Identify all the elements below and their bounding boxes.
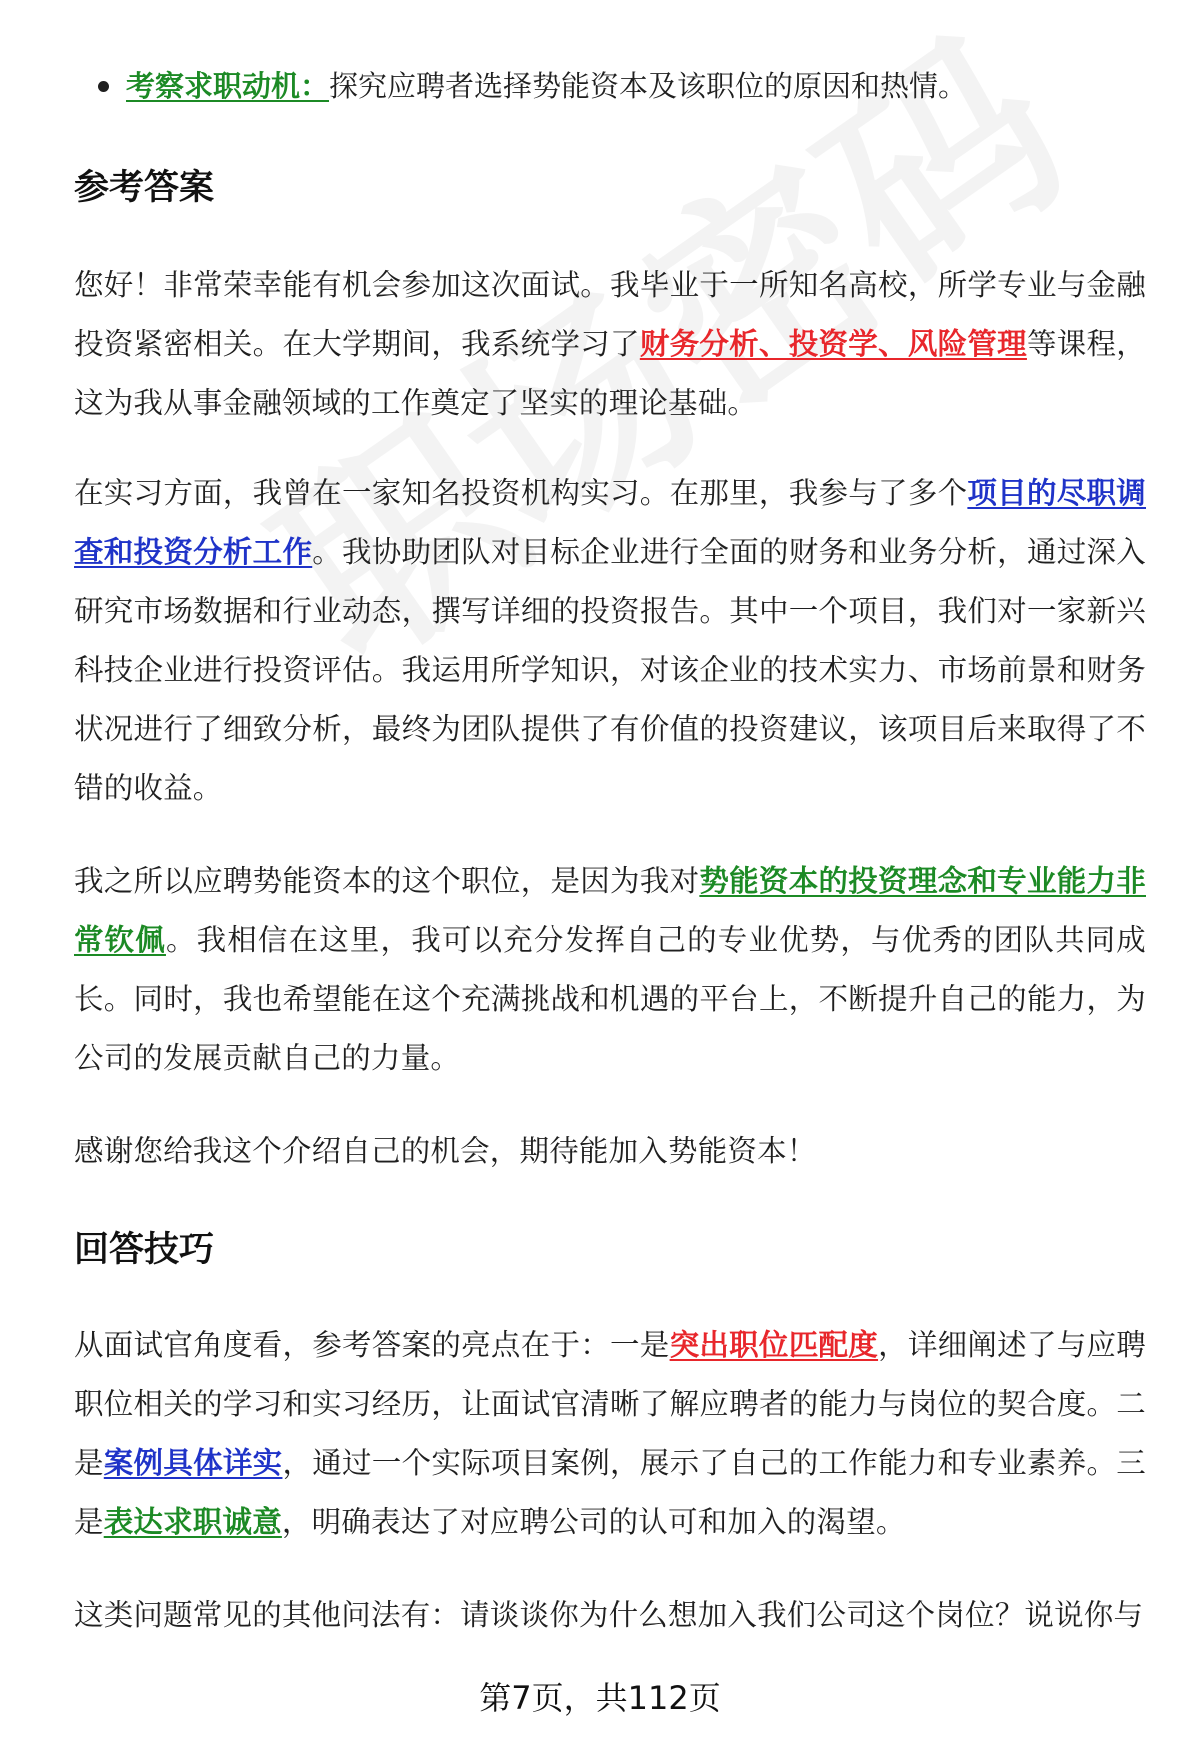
paragraph-tips [74, 1316, 1146, 1552]
highlight-courses: 财务分析、投资学、风险管理 [639, 327, 1027, 361]
section-title-answer-tips: 回答技巧 [74, 1230, 215, 1270]
highlight-admiration: 势能资本的投资理念和专业能力非常钦佩 [74, 864, 1146, 957]
bullet-label: 考察求职动机： [126, 69, 330, 103]
page-number: 第7页，共112页 [479, 1679, 721, 1717]
paragraph-text: 等课程，这为我从事金融领域的工作奠定了坚实的理论基础。 [74, 327, 1146, 420]
paragraph-text: 。我协助团队对目标企业进行全面的财务和业务分析，通过深入研究市场数据和行业动态，撰写详细的投资报告。其中一个项目，我们对一家新兴科技企业进行投资评估。我运用所学知识，对该企业的技术实力、市场前景和财务状况进行了细致分析，最终为团队提供了有价值的投资建议，该项目后来取得了不错的收益。 [74, 535, 1146, 805]
highlight-due-diligence: 项目的尽职调查和投资分析工作 [74, 476, 1146, 569]
paragraph-greeting [74, 256, 1146, 433]
highlight-job-fit: 突出职位匹配度 [669, 1328, 879, 1362]
paragraph-text: ，详细阐述了与应聘职位相关的学习和实习经历，让面试官清晰了解应聘者的能力与岗位的契合度。二是 [74, 1328, 1146, 1480]
highlight-case-detail: 案例具体详实 [103, 1446, 283, 1480]
paragraph-text: 从面试官角度看，参考答案的亮点在于：一是 [74, 1328, 670, 1362]
bullet-description: 探究应聘者选择势能资本及该职位的原因和热情。 [329, 69, 968, 103]
paragraph-thanks: 感谢您给我这个介绍自己的机会，期待能加入势能资本！ [74, 1134, 817, 1168]
paragraph-text: ，通过一个实际项目案例，展示了自己的工作能力和专业素养。三是 [74, 1446, 1146, 1539]
bullet-text [126, 66, 967, 106]
highlight-sincerity: 表达求职诚意 [103, 1505, 282, 1539]
paragraph-text: 您好！非常荣幸能有机会参加这次面试。我毕业于一所知名高校，所学专业与金融投资紧密相关。在大学期间，我系统学习了 [74, 268, 1146, 361]
paragraph-motivation [74, 852, 1146, 1088]
bullet-dot-icon [98, 81, 109, 92]
section-title-reference-answer: 参考答案 [74, 168, 215, 208]
paragraph-text: ，明确表达了对应聘公司的认可和加入的渴望。 [281, 1505, 906, 1539]
paragraph-text: 在实习方面，我曾在一家知名投资机构实习。在那里，我参与了多个 [74, 476, 968, 510]
paragraph-internship [74, 464, 1146, 818]
paragraph-text: 。我相信在这里，我可以充分发挥自己的专业优势，与优秀的团队共同成长。同时，我也希望能在这个充满挑战和机遇的平台上，不断提升自己的能力，为公司的发展贡献自己的力量。 [74, 923, 1146, 1075]
paragraph-other-questions: 这类问题常见的其他问法有：请谈谈你为什么想加入我们公司这个岗位？说说你与 [74, 1598, 1144, 1632]
paragraph-text: 我之所以应聘势能资本的这个职位，是因为我对 [74, 864, 700, 898]
